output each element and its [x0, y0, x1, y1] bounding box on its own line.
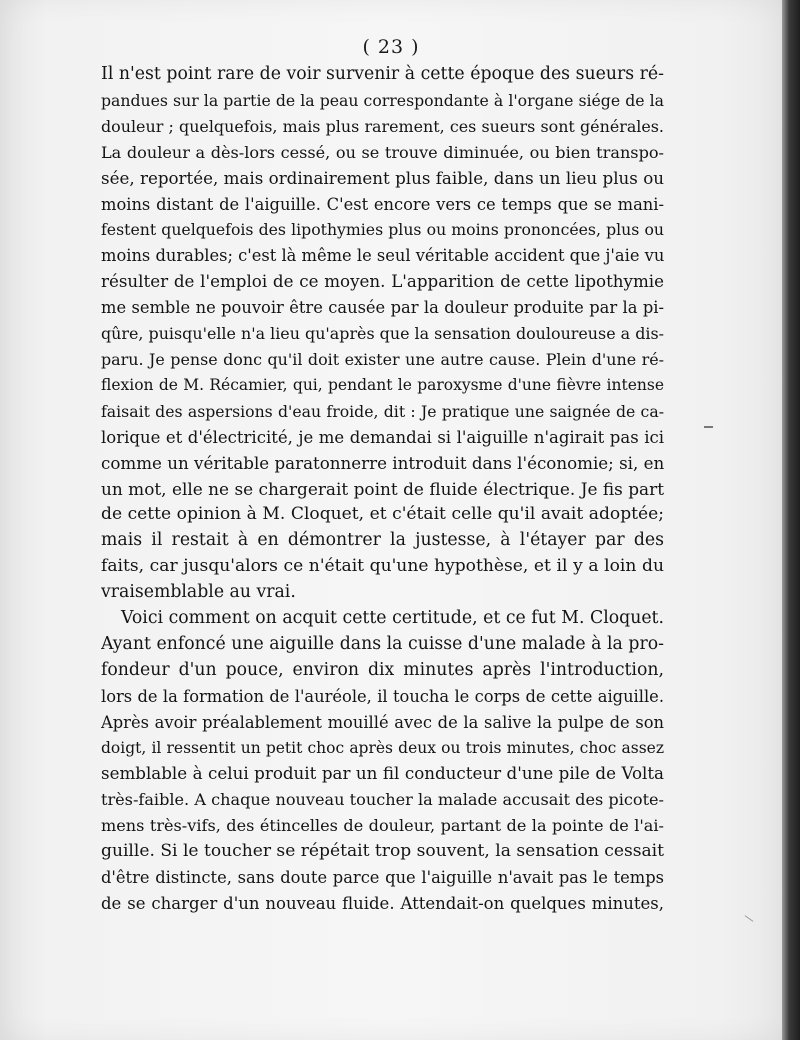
text-line: flexion de M. Récamier, qui, pendant le paroxysme d'une fièvre intense: [101, 375, 664, 394]
text-line: mens très-vifs, des étincelles de douleur, partant de la pointe de l'ai-: [101, 816, 664, 836]
text-line: semblable à celui produit par un fil conducteur d'une pile de Volta: [101, 763, 664, 784]
text-line: d'être distincte, sans doute parce que l'aiguille n'avait pas le temps: [101, 868, 664, 888]
text-line: qûre, puisqu'elle n'a lieu qu'après que la sensation douloureuse a dis-: [101, 324, 664, 344]
text-line: faisait des aspersions d'eau froide, dit : Je pratique une saignée de ca-: [101, 401, 664, 421]
text-line: douleur ; quelquefois, mais plus rarement, ces sueurs sont générales.: [101, 116, 664, 136]
text-line: fondeur d'un pouce, environ dix minutes après l'introduction,: [101, 659, 664, 680]
text-line: sée, reportée, mais ordinairement plus faible, dans un lieu plus ou: [101, 167, 664, 188]
text-line: de cette opinion à M. Cloquet, et c'était celle qu'il avait adoptée;: [101, 504, 664, 525]
body-text: [101, 62, 664, 917]
text-line: résulter de l'emploi de ce moyen. L'apparition de cette lipothymie: [101, 271, 664, 292]
text-line: Voici comment on acquit cette certitude, et ce fut M. Cloquet.: [121, 608, 664, 629]
page-number: ( 23 ): [362, 36, 420, 58]
margin-mark: [745, 915, 754, 922]
text-line: paru. Je pense donc qu'il doit exister une autre cause. Plein d'une ré-: [101, 349, 664, 369]
text-line: pandues sur la partie de la peau correspondante à l'organe siége de la: [101, 90, 664, 110]
text-line: me semble ne pouvoir être causée par la douleur produite par la pi-: [101, 298, 664, 318]
margin-mark: [704, 426, 713, 428]
text-line: lors de la formation de l'auréole, il toucha le corps de cette aiguille.: [101, 686, 664, 706]
text-line: moins durables; c'est là même le seul véritable accident que j'aie vu: [101, 246, 664, 266]
text-line: comme un véritable paratonnerre introduit dans l'économie; si, en: [101, 452, 664, 473]
text-line: mais il restait à en démontrer la justesse, à l'étayer par des: [101, 530, 664, 551]
text-line: Après avoir préalablement mouillé avec de la salive la pulpe de son: [101, 712, 664, 732]
text-line: faits, car jusqu'alors ce n'était qu'une hypothèse, et il y a loin du: [101, 556, 664, 577]
text-line: Il n'est point rare de voir survenir à cette époque des sueurs ré-: [101, 64, 664, 84]
text-line: moins distant de l'aiguille. C'est encore vers ce temps que se mani-: [101, 194, 664, 214]
text-line: guille. Si le toucher se répétait trop souvent, la sensation cessait: [101, 841, 664, 862]
text-line: lorique et d'électricité, je me demandai si l'aiguille n'agirait pas ici: [101, 427, 664, 447]
text-line: doigt, il ressentit un petit choc après deux ou trois minutes, choc assez: [101, 738, 664, 757]
text-line: vraisemblable au vrai.: [101, 582, 296, 603]
text-line: de se charger d'un nouveau fluide. Attendait-on quelques minutes,: [101, 894, 664, 913]
text-line: festent quelquefois des lipothymies plus ou moins prononcées, plus ou: [101, 220, 664, 240]
text-line: un mot, elle ne se chargerait point de fluide électrique. Je fis part: [101, 478, 664, 499]
page-edge-shadow: [782, 0, 800, 1040]
text-line: très-faible. A chaque nouveau toucher la malade accusait des picote-: [101, 790, 664, 810]
text-line: Ayant enfoncé une aiguille dans la cuisse d'une malade à la pro-: [101, 633, 664, 654]
text-line: La douleur a dès-lors cessé, ou se trouve diminuée, ou bien transpo-: [101, 142, 664, 162]
